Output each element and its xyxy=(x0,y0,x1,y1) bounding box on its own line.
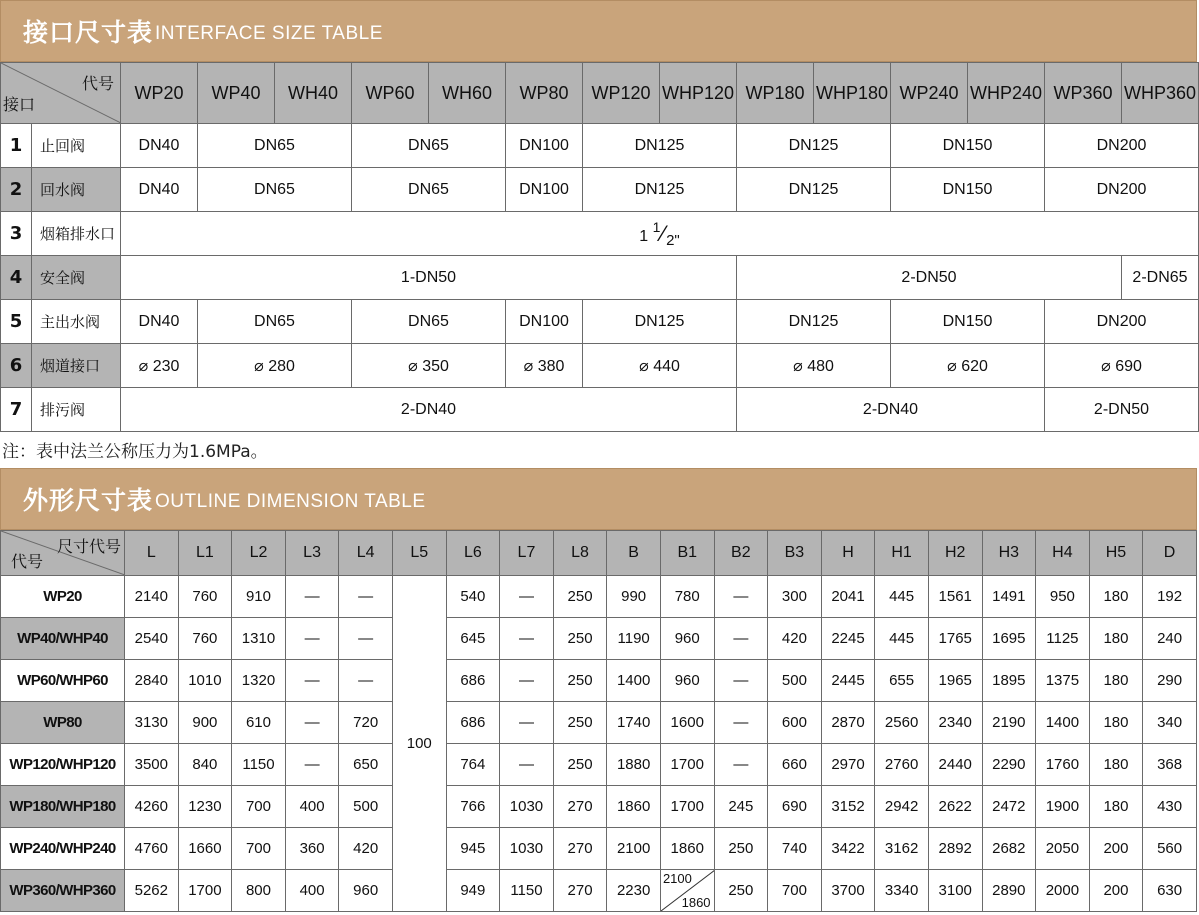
dimension-value: 360 xyxy=(285,828,339,870)
dimension-value: 430 xyxy=(1143,786,1197,828)
dimension-header: L8 xyxy=(553,531,607,576)
size-cell: DN150 xyxy=(891,168,1045,212)
dimension-value: 300 xyxy=(768,576,822,618)
size-cell: DN125 xyxy=(583,168,737,212)
interface-row xyxy=(1,256,1199,300)
size-cell: 2-DN40 xyxy=(121,388,737,432)
dimension-header: H xyxy=(821,531,875,576)
dimension-value: 1900 xyxy=(1036,786,1090,828)
dimension-value: 3162 xyxy=(875,828,929,870)
interface-header-row xyxy=(1,63,1199,124)
dimension-value: 1320 xyxy=(232,660,286,702)
model-header: WP80 xyxy=(506,63,583,124)
dimension-header: B3 xyxy=(768,531,822,576)
dimension-value: 2890 xyxy=(982,870,1036,912)
interface-name: 止回阀 xyxy=(32,124,121,168)
outline-row xyxy=(1,702,1197,744)
l5-merged-cell: 100 xyxy=(392,576,446,912)
model-header: WP180 xyxy=(737,63,814,124)
model-header: WP360 xyxy=(1045,63,1122,124)
size-cell: DN65 xyxy=(352,124,506,168)
model-header: WP60 xyxy=(352,63,429,124)
dimension-value: 400 xyxy=(285,786,339,828)
outline-header-row xyxy=(1,531,1197,576)
dimension-value: 720 xyxy=(339,702,393,744)
dimension-value: 1765 xyxy=(928,618,982,660)
row-number: 4 xyxy=(1,256,32,300)
dimension-value: 1030 xyxy=(500,786,554,828)
interface-name: 烟道接口 xyxy=(32,344,121,388)
dimension-value: 420 xyxy=(768,618,822,660)
dimension-header: B2 xyxy=(714,531,768,576)
dimension-value: 180 xyxy=(1089,618,1143,660)
interface-row xyxy=(1,168,1199,212)
size-cell: ⌀ 280 xyxy=(198,344,352,388)
dimension-value: — xyxy=(500,660,554,702)
interface-title-cn: 接口尺寸表 xyxy=(23,18,154,47)
dimension-value: 1860 xyxy=(607,786,661,828)
dimension-value: 3152 xyxy=(821,786,875,828)
dimension-value: 420 xyxy=(339,828,393,870)
size-cell: DN200 xyxy=(1045,168,1199,212)
dimension-value: 960 xyxy=(660,618,714,660)
model-cell: WP80 xyxy=(1,702,125,744)
dimension-value: 2050 xyxy=(1036,828,1090,870)
dimension-value: 4760 xyxy=(125,828,179,870)
interface-name: 主出水阀 xyxy=(32,300,121,344)
interface-table-banner xyxy=(0,0,1197,62)
dimension-value: 949 xyxy=(446,870,500,912)
dimension-value: 800 xyxy=(232,870,286,912)
fraction-numerator: 1 xyxy=(652,218,661,235)
interface-row xyxy=(1,300,1199,344)
fraction-denominator: 2 xyxy=(666,231,675,249)
dimension-header: L4 xyxy=(339,531,393,576)
dimension-value: 1880 xyxy=(607,744,661,786)
size-cell: 2-DN65 xyxy=(1122,256,1199,300)
size-cell: DN40 xyxy=(121,124,198,168)
size-cell: DN65 xyxy=(352,300,506,344)
dimension-value: — xyxy=(339,618,393,660)
corner-label-interface: 接口 xyxy=(3,95,36,114)
dimension-value: 950 xyxy=(1036,576,1090,618)
dimension-value: 1760 xyxy=(1036,744,1090,786)
dimension-value: 270 xyxy=(553,828,607,870)
dimension-value: 2540 xyxy=(125,618,179,660)
size-cell: 2-DN50 xyxy=(737,256,1122,300)
dimension-value: 1700 xyxy=(178,870,232,912)
model-cell: WP20 xyxy=(1,576,125,618)
dimension-value: 2942 xyxy=(875,786,929,828)
size-cell: DN65 xyxy=(352,168,506,212)
dimension-value: 2340 xyxy=(928,702,982,744)
dimension-value: 3500 xyxy=(125,744,179,786)
dimension-header: L7 xyxy=(500,531,554,576)
dimension-value: 2245 xyxy=(821,618,875,660)
dimension-value: 3422 xyxy=(821,828,875,870)
dimension-value: 1965 xyxy=(928,660,982,702)
dimension-value: 1700 xyxy=(660,744,714,786)
dimension-value: 540 xyxy=(446,576,500,618)
row-number: 2 xyxy=(1,168,32,212)
dimension-value: 1895 xyxy=(982,660,1036,702)
b1-split-bottom: 1860 xyxy=(681,895,711,910)
dimension-value: 3100 xyxy=(928,870,982,912)
dimension-value: 340 xyxy=(1143,702,1197,744)
dimension-value: 240 xyxy=(1143,618,1197,660)
size-cell: DN40 xyxy=(121,168,198,212)
dimension-value: 840 xyxy=(178,744,232,786)
model-header: WP240 xyxy=(891,63,968,124)
dimension-value: 600 xyxy=(768,702,822,744)
dimension-value: 660 xyxy=(768,744,822,786)
dimension-value: 945 xyxy=(446,828,500,870)
dimension-value: 1030 xyxy=(500,828,554,870)
dimension-header: D xyxy=(1143,531,1197,576)
dimension-value: 1150 xyxy=(232,744,286,786)
dimension-value: — xyxy=(714,702,768,744)
dimension-value: 686 xyxy=(446,702,500,744)
dimension-value: 200 xyxy=(1089,828,1143,870)
fraction-whole: 1 xyxy=(639,227,649,245)
size-cell: DN65 xyxy=(198,168,352,212)
dimension-header: B xyxy=(607,531,661,576)
size-cell: DN200 xyxy=(1045,124,1199,168)
size-cell: DN125 xyxy=(583,124,737,168)
dimension-value: 250 xyxy=(714,828,768,870)
model-header: WP40 xyxy=(198,63,275,124)
dimension-value: 960 xyxy=(339,870,393,912)
dimension-value: 180 xyxy=(1089,576,1143,618)
model-cell: WP60/WHP60 xyxy=(1,660,125,702)
dimension-value: 445 xyxy=(875,576,929,618)
dimension-value: 700 xyxy=(232,786,286,828)
interface-row xyxy=(1,212,1199,256)
dimension-value: 2560 xyxy=(875,702,929,744)
pressure-note: 注：表中法兰公称压力为1.6MPa。 xyxy=(2,442,268,462)
dimension-value: — xyxy=(339,660,393,702)
dimension-value: 2230 xyxy=(607,870,661,912)
corner-label-model: 代号 xyxy=(11,552,44,571)
outline-body xyxy=(1,576,1197,912)
dimension-header: L5 xyxy=(392,531,446,576)
row-number: 5 xyxy=(1,300,32,344)
interface-name: 排污阀 xyxy=(32,388,121,432)
dimension-value: 1400 xyxy=(1036,702,1090,744)
dimension-value: 250 xyxy=(553,576,607,618)
model-header: WH60 xyxy=(429,63,506,124)
dimension-value: 290 xyxy=(1143,660,1197,702)
outline-row xyxy=(1,870,1197,912)
dimension-value: 2840 xyxy=(125,660,179,702)
dimension-value: 760 xyxy=(178,618,232,660)
outline-title-en: OUTLINE DIMENSION TABLE xyxy=(155,490,426,512)
outline-table-banner xyxy=(0,468,1197,530)
dimension-value: 3340 xyxy=(875,870,929,912)
dimension-value: 690 xyxy=(768,786,822,828)
model-header: WHP240 xyxy=(968,63,1045,124)
row-number: 3 xyxy=(1,212,32,256)
size-cell: DN125 xyxy=(737,124,891,168)
dimension-value: 2892 xyxy=(928,828,982,870)
dimension-value: 1190 xyxy=(607,618,661,660)
dimension-value: 2870 xyxy=(821,702,875,744)
dimension-header: H4 xyxy=(1036,531,1090,576)
dimension-value: 3130 xyxy=(125,702,179,744)
interface-corner-cell xyxy=(1,63,121,124)
dimension-value: 960 xyxy=(660,660,714,702)
dimension-value: 650 xyxy=(339,744,393,786)
b1-split-top: 2100 xyxy=(662,871,692,886)
dimension-value: 1150 xyxy=(500,870,554,912)
dimension-value: 900 xyxy=(178,702,232,744)
dimension-value: — xyxy=(500,576,554,618)
dimension-value: 2445 xyxy=(821,660,875,702)
model-cell: WP240/WHP240 xyxy=(1,828,125,870)
dimension-value: 270 xyxy=(553,870,607,912)
size-cell: DN125 xyxy=(583,300,737,344)
dimension-value: 700 xyxy=(768,870,822,912)
size-cell: DN100 xyxy=(506,300,583,344)
dimension-value: 3700 xyxy=(821,870,875,912)
dimension-value: 2000 xyxy=(1036,870,1090,912)
dimension-value: 990 xyxy=(607,576,661,618)
size-cell: DN65 xyxy=(198,300,352,344)
outline-row xyxy=(1,744,1197,786)
interface-size-table xyxy=(0,62,1199,432)
model-header: WHP180 xyxy=(814,63,891,124)
dimension-value: 760 xyxy=(178,576,232,618)
dimension-value: 2760 xyxy=(875,744,929,786)
dimension-value: 250 xyxy=(553,702,607,744)
dimension-value: 2622 xyxy=(928,786,982,828)
dimension-value: — xyxy=(500,702,554,744)
model-cell: WP180/WHP180 xyxy=(1,786,125,828)
dimension-value: 780 xyxy=(660,576,714,618)
size-cell: DN200 xyxy=(1045,300,1199,344)
corner-label-model: 代号 xyxy=(81,74,114,93)
outline-dimension-table xyxy=(0,530,1197,912)
dimension-value: 766 xyxy=(446,786,500,828)
model-cell: WP360/WHP360 xyxy=(1,870,125,912)
dimension-value: 1375 xyxy=(1036,660,1090,702)
dimension-value: 700 xyxy=(232,828,286,870)
size-cell: ⌀ 440 xyxy=(583,344,737,388)
dimension-value: 4260 xyxy=(125,786,179,828)
model-header: WP20 xyxy=(121,63,198,124)
dimension-header: H3 xyxy=(982,531,1036,576)
outline-row xyxy=(1,660,1197,702)
dimension-value: 500 xyxy=(768,660,822,702)
dimension-value: — xyxy=(285,744,339,786)
model-header: WP120 xyxy=(583,63,660,124)
dimension-value: 180 xyxy=(1089,660,1143,702)
dimension-value: 1125 xyxy=(1036,618,1090,660)
size-cell: ⌀ 350 xyxy=(352,344,506,388)
dimension-header: L6 xyxy=(446,531,500,576)
size-cell: ⌀ 620 xyxy=(891,344,1045,388)
dimension-value: 1740 xyxy=(607,702,661,744)
dimension-header: H1 xyxy=(875,531,929,576)
dimension-value: 1561 xyxy=(928,576,982,618)
fraction-unit: " xyxy=(674,231,680,249)
dimension-value: 610 xyxy=(232,702,286,744)
size-cell: ⌀ 690 xyxy=(1045,344,1199,388)
dimension-value: 645 xyxy=(446,618,500,660)
model-cell: WP40/WHP40 xyxy=(1,618,125,660)
size-cell: ⌀ 480 xyxy=(737,344,891,388)
dimension-header: L3 xyxy=(285,531,339,576)
size-cell: DN125 xyxy=(737,168,891,212)
dimension-value: 245 xyxy=(714,786,768,828)
dimension-value: 1860 xyxy=(660,828,714,870)
dimension-value: 180 xyxy=(1089,744,1143,786)
dimension-value: 400 xyxy=(285,870,339,912)
dimension-value: 2100 xyxy=(607,828,661,870)
dimension-value: — xyxy=(714,744,768,786)
fraction-slash: ⁄ xyxy=(661,220,666,246)
dimension-value: — xyxy=(339,576,393,618)
dimension-value: — xyxy=(714,576,768,618)
size-cell: DN125 xyxy=(737,300,891,344)
interface-name: 回水阀 xyxy=(32,168,121,212)
outline-corner-cell xyxy=(1,531,125,576)
size-cell: ⌀ 230 xyxy=(121,344,198,388)
interface-title-en: INTERFACE SIZE TABLE xyxy=(155,22,383,44)
dimension-value: 764 xyxy=(446,744,500,786)
dimension-header: L2 xyxy=(232,531,286,576)
size-cell: DN100 xyxy=(506,124,583,168)
size-cell: ⌀ 380 xyxy=(506,344,583,388)
dimension-value: — xyxy=(285,702,339,744)
dimension-value: 5262 xyxy=(125,870,179,912)
interface-row xyxy=(1,388,1199,432)
size-cell: 2-DN40 xyxy=(737,388,1045,432)
model-header: WH40 xyxy=(275,63,352,124)
dimension-value: 1700 xyxy=(660,786,714,828)
dimension-value: 500 xyxy=(339,786,393,828)
dimension-value: — xyxy=(714,660,768,702)
dimension-value: 1695 xyxy=(982,618,1036,660)
dimension-value: 2970 xyxy=(821,744,875,786)
dimension-value: 445 xyxy=(875,618,929,660)
model-header: WHP120 xyxy=(660,63,737,124)
dimension-value: 270 xyxy=(553,786,607,828)
dimension-value: — xyxy=(285,618,339,660)
dimension-value: — xyxy=(714,618,768,660)
dimension-value: 910 xyxy=(232,576,286,618)
dimension-value: 686 xyxy=(446,660,500,702)
outline-row xyxy=(1,786,1197,828)
corner-label-dimension: 尺寸代号 xyxy=(56,537,121,556)
dimension-value: 180 xyxy=(1089,702,1143,744)
dimension-value: 655 xyxy=(875,660,929,702)
outline-title-cn: 外形尺寸表 xyxy=(23,486,154,515)
size-cell xyxy=(121,212,1199,256)
size-cell: DN65 xyxy=(198,124,352,168)
row-number: 7 xyxy=(1,388,32,432)
dimension-value: 560 xyxy=(1143,828,1197,870)
dimension-value: 250 xyxy=(553,618,607,660)
size-cell: DN150 xyxy=(891,124,1045,168)
dimension-value: 200 xyxy=(1089,870,1143,912)
dimension-header: H2 xyxy=(928,531,982,576)
size-cell: DN100 xyxy=(506,168,583,212)
b1-split-cell xyxy=(660,870,714,912)
dimension-value: 1491 xyxy=(982,576,1036,618)
dimension-value: — xyxy=(285,576,339,618)
interface-name: 安全阀 xyxy=(32,256,121,300)
dimension-header: L1 xyxy=(178,531,232,576)
outline-row xyxy=(1,828,1197,870)
outline-row xyxy=(1,576,1197,618)
dimension-value: — xyxy=(285,660,339,702)
dimension-value: 2440 xyxy=(928,744,982,786)
dimension-value: 1600 xyxy=(660,702,714,744)
dimension-value: 740 xyxy=(768,828,822,870)
dimension-value: 180 xyxy=(1089,786,1143,828)
dimension-value: 192 xyxy=(1143,576,1197,618)
dimension-value: 2041 xyxy=(821,576,875,618)
interface-name: 烟箱排水口 xyxy=(32,212,121,256)
interface-row xyxy=(1,124,1199,168)
dimension-value: 2682 xyxy=(982,828,1036,870)
dimension-header: H5 xyxy=(1089,531,1143,576)
model-cell: WP120/WHP120 xyxy=(1,744,125,786)
dimension-value: 2290 xyxy=(982,744,1036,786)
size-cell: DN40 xyxy=(121,300,198,344)
dimension-value: 1230 xyxy=(178,786,232,828)
dimension-value: 1310 xyxy=(232,618,286,660)
dimension-value: 368 xyxy=(1143,744,1197,786)
dimension-value: 630 xyxy=(1143,870,1197,912)
row-number: 1 xyxy=(1,124,32,168)
row-number: 6 xyxy=(1,344,32,388)
size-cell: 2-DN50 xyxy=(1045,388,1199,432)
dimension-header: L xyxy=(125,531,179,576)
dimension-value: 250 xyxy=(553,660,607,702)
dimension-value: — xyxy=(500,744,554,786)
model-header: WHP360 xyxy=(1122,63,1199,124)
interface-row xyxy=(1,344,1199,388)
dimension-value: 1400 xyxy=(607,660,661,702)
dimension-value: 2472 xyxy=(982,786,1036,828)
outline-row xyxy=(1,618,1197,660)
dimension-value: 1660 xyxy=(178,828,232,870)
dimension-value: 2140 xyxy=(125,576,179,618)
size-cell: DN150 xyxy=(891,300,1045,344)
dimension-value: — xyxy=(500,618,554,660)
dimension-value: 2190 xyxy=(982,702,1036,744)
dimension-value: 1010 xyxy=(178,660,232,702)
size-cell: 1-DN50 xyxy=(121,256,737,300)
dimension-header: B1 xyxy=(660,531,714,576)
fraction-value xyxy=(639,218,680,249)
dimension-value: 250 xyxy=(714,870,768,912)
dimension-value: 250 xyxy=(553,744,607,786)
